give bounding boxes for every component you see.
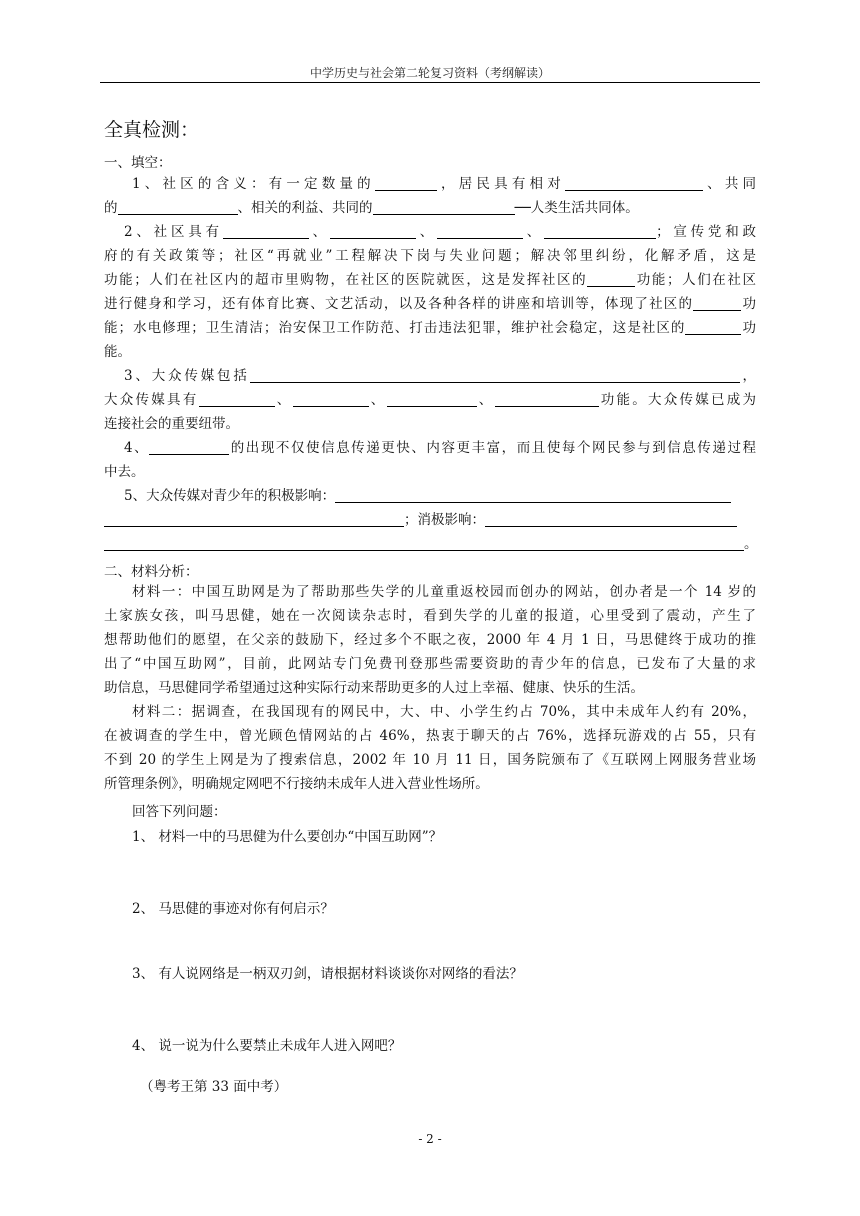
text: 、 — [476, 392, 495, 408]
text: 功能；人们在社区内的超市里购物，在社区的医院就医，这是发挥社区的 — [104, 272, 588, 288]
blank — [387, 391, 477, 407]
q5-line-3 — [104, 532, 756, 556]
blank — [544, 223, 656, 239]
blank — [495, 391, 599, 407]
text: 功 — [741, 320, 757, 336]
section-heading-material: 二、材料分析： — [104, 564, 199, 580]
text: ；消极影响： — [404, 512, 485, 528]
text: 、 — [522, 224, 545, 240]
q4-line-1 — [104, 436, 756, 460]
text: 能；水电修理；卫生清洁；治安保卫工作防范、打击违法犯罪，维护社会稳定，这是社区的 — [104, 320, 686, 336]
blank — [199, 391, 275, 407]
blank — [565, 175, 703, 191]
text: ──人类生活共同体。 — [514, 200, 639, 216]
q3-line-2 — [104, 388, 756, 412]
blank — [104, 535, 744, 551]
material-1-line: 助信息，马思健同学希望通过这种实际行动来帮助更多的人过上幸福、健康、快乐的生活。 — [104, 680, 644, 696]
q1-line-2 — [104, 196, 756, 220]
text: 功能。大众传媒已成为 — [598, 392, 756, 408]
material-1-line: 出了“中国互助网”，目前，此网站专门免费刊登那些需要资助的青少年的信息，已发布了大量的求 — [104, 656, 756, 672]
blank — [485, 511, 737, 527]
text: 、 — [415, 224, 437, 240]
text: 1、社区的含义：有一定数量的 — [132, 176, 375, 192]
text: 。 — [744, 536, 758, 552]
text: ，居民具有相对 — [436, 176, 565, 192]
blank — [118, 199, 238, 215]
material-2-line: 材料二：据调查，在我国现有的网民中，大、中、小学生约占 70%，其中未成年人约有 20%， — [132, 704, 756, 720]
blank — [223, 223, 309, 239]
text: 、 — [368, 392, 387, 408]
page-number: - 2 - — [418, 1132, 442, 1146]
text: 、 — [308, 224, 330, 240]
q5-line-2 — [104, 508, 756, 532]
text: 进行健身和学习，还有体育比赛、文艺活动，以及各种各样的讲座和培训等，体现了社区的 — [104, 296, 694, 312]
page-header: 中学历史与社会第二轮复习资料（考纲解读） — [309, 66, 550, 80]
q5-line-1 — [104, 484, 756, 508]
blank — [373, 199, 515, 215]
q2-line-2: 府的有关政策等；社区“再就业”工程解决下岗与失业问题；解决邻里纠纷，化解矛盾，这是 — [104, 248, 756, 264]
q1-line-1 — [104, 172, 756, 196]
material-1-line: 土家族女孩，叫马思健，她在一次阅读杂志时，看到失学的儿童的报道，心里受到了震动，产生了 — [104, 608, 756, 624]
q3-line-1 — [104, 364, 756, 388]
blank — [437, 223, 523, 239]
answer-prompt: 回答下列问题： — [132, 804, 227, 820]
blank — [293, 391, 369, 407]
question-3: 3、 有人说网络是一柄双刃剑，请根据材料谈谈你对网络的看法？ — [132, 966, 523, 982]
source-reference: （粤考王第 33 面中考） — [140, 1079, 288, 1095]
text: 4、 — [124, 440, 150, 456]
q2-line-3 — [104, 268, 756, 292]
header-rule — [100, 82, 760, 83]
text: 功 — [741, 296, 757, 312]
text: 2、社区具有 — [124, 224, 223, 240]
text: 大众传媒具有 — [104, 392, 199, 408]
blank — [587, 271, 635, 287]
text: 的出现不仅使信息传递更快、内容更丰富，而且使每个网民参与到信息传递过程 — [229, 440, 757, 456]
q2-line-4 — [104, 292, 756, 316]
question-4: 4、 说一说为什么要禁止未成年人进入网吧？ — [132, 1038, 402, 1054]
question-1: 1、 材料一中的马思健为什么要创办“中国互助网”？ — [132, 829, 443, 845]
blank — [375, 175, 437, 191]
text: 功能；人们在社区 — [635, 272, 757, 288]
page-title: 全真检测： — [104, 119, 200, 141]
section-heading-fill-in: 一、填空： — [104, 155, 172, 171]
material-1-line: 想帮助他们的愿望，在父亲的鼓励下，经过多个不眠之夜，2000 年 4 月 1 日，马思健终于成功的推 — [104, 632, 756, 648]
text: 、 — [274, 392, 293, 408]
question-2: 2、 马思健的事迹对你有何启示？ — [132, 901, 334, 917]
blank — [693, 295, 741, 311]
text: 、共同 — [702, 176, 757, 192]
blank — [330, 223, 416, 239]
q4-line-2: 中去。 — [104, 464, 145, 480]
material-2-line: 在被调查的学生中，曾光顾色情网站的占 46%，热衷于聊天的占 76%，选择玩游戏的占 55，只有 — [104, 728, 756, 744]
blank — [685, 319, 741, 335]
text: 3、大众传媒包括 — [124, 368, 250, 384]
q3-line-3: 连接社会的重要纽带。 — [104, 416, 239, 432]
material-1-line: 材料一：中国互助网是为了帮助那些失学的儿童重返校园而创办的网站，创办者是一个 14 岁的 — [132, 584, 756, 600]
blank — [335, 487, 731, 503]
blank — [149, 439, 229, 455]
q2-line-6: 能。 — [104, 344, 131, 360]
text: ；宣传党和政 — [656, 224, 757, 240]
blank — [104, 511, 404, 527]
text: 5、大众传媒对青少年的积极影响： — [124, 488, 336, 504]
text: ， — [739, 368, 757, 384]
q2-line-1 — [104, 220, 756, 244]
text: 、相关的利益、共同的 — [237, 200, 373, 216]
text: 的 — [104, 200, 118, 216]
q2-line-5 — [104, 316, 756, 340]
blank — [250, 367, 740, 383]
material-2-line: 所管理条例》，明确规定网吧不行接纳未成年人进入营业性场所。 — [104, 776, 489, 792]
material-2-line: 不到 20 的学生上网是为了搜索信息，2002 年 10 月 11 日，国务院颁布了《互联网上网服务营业场 — [104, 752, 756, 768]
